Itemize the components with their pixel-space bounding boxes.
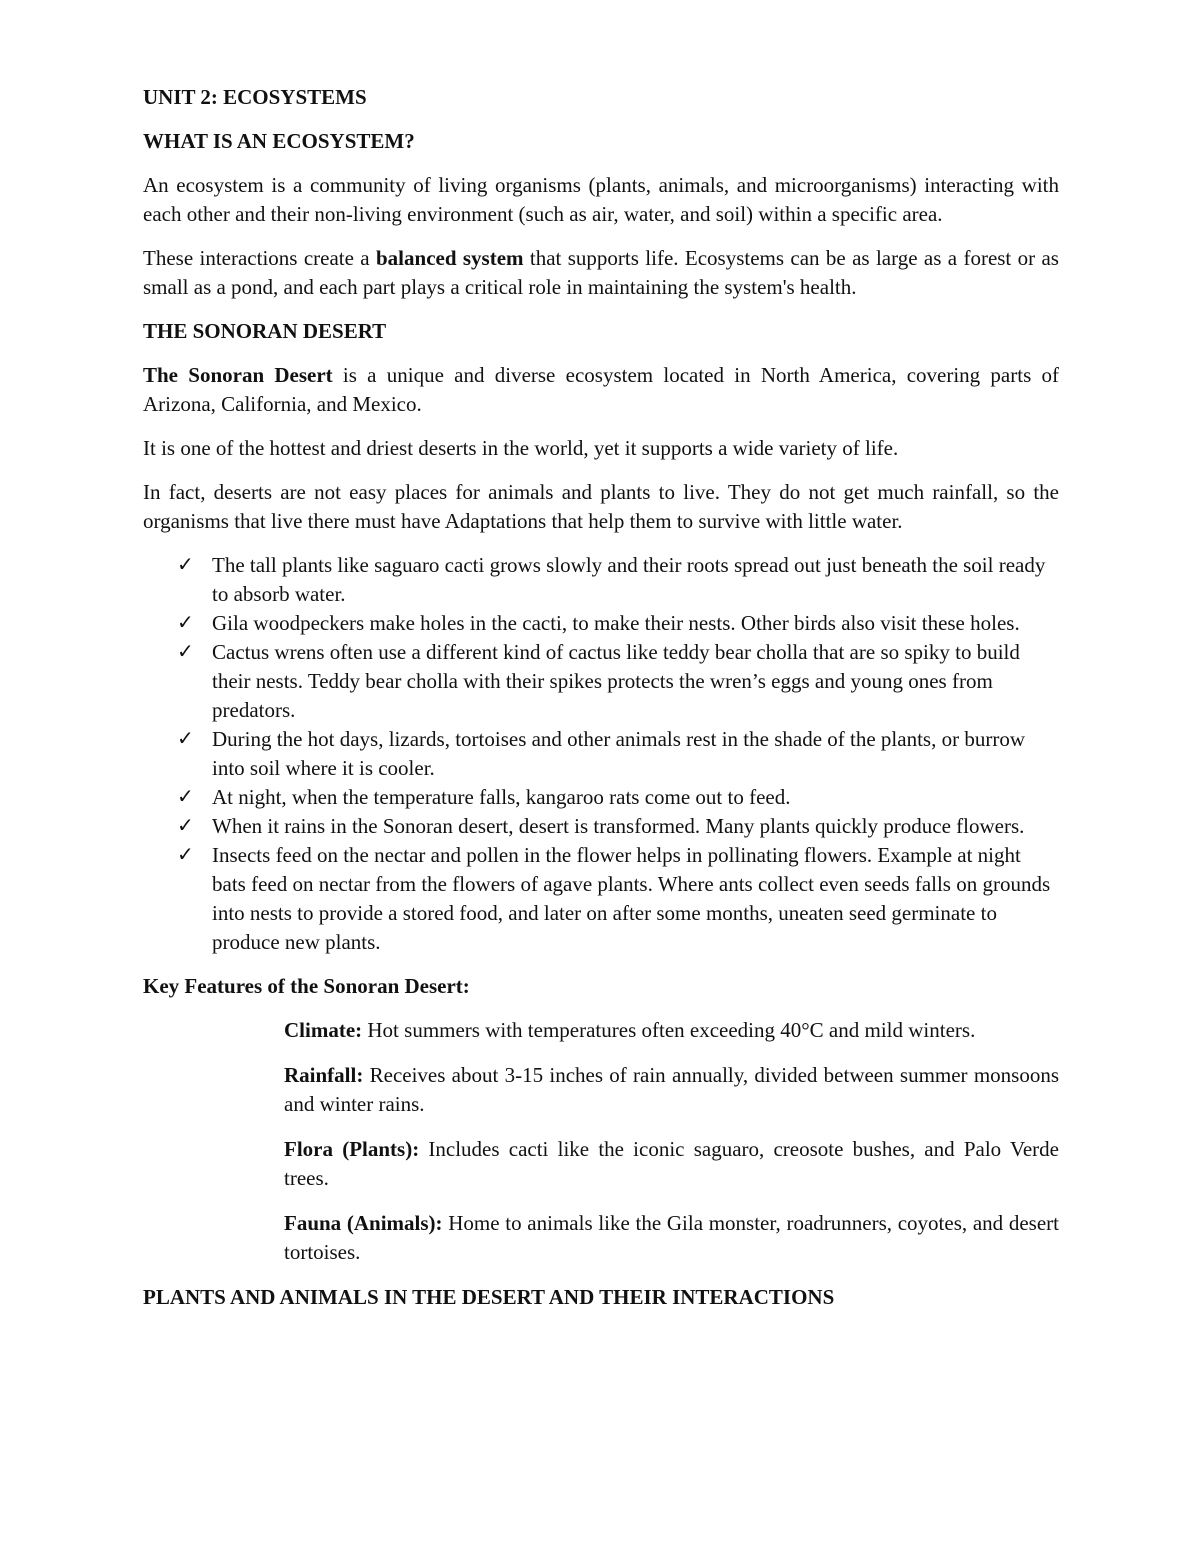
checkmark-icon: ✓ (177, 844, 194, 866)
balanced-system-paragraph (143, 244, 1059, 302)
section-heading-plants-animals: PLANTS AND ANIMALS IN THE DESERT AND THEIR INTERACTIONS (143, 1285, 835, 1309)
feature-text: Hot summers with temperatures often exceeding 40°C and mild winters. (362, 1018, 976, 1042)
hottest-driest-paragraph: It is one of the hottest and driest deserts in the world, yet it supports a wide variety of life. (143, 436, 899, 460)
text-segment: is a unique and diverse ecosystem located in North America, covering parts of Arizona, California, and Mexico. (143, 363, 1059, 416)
sonoran-intro-paragraph (143, 361, 1059, 419)
feature-flora (284, 1135, 1059, 1193)
feature-text: Includes cacti like the iconic saguaro, creosote bushes, and Palo Verde trees. (284, 1137, 1059, 1190)
list-item (143, 725, 1059, 783)
adaptations-paragraph: In fact, deserts are not easy places for animals and plants to live. They do not get much rainfall, so the organisms that live there must have Adaptations that help them to survive with little water. (143, 480, 1059, 533)
checkmark-icon: ✓ (177, 815, 194, 837)
section-heading-sonoran-desert: THE SONORAN DESERT (143, 319, 387, 343)
bold-term-sonoran-desert: The Sonoran Desert (143, 363, 333, 387)
list-item (143, 841, 1059, 957)
section-heading-ecosystem: WHAT IS AN ECOSYSTEM? (143, 129, 415, 153)
feature-label: Fauna (Animals): (284, 1211, 443, 1235)
ecosystem-definition-paragraph: An ecosystem is a community of living organisms (plants, animals, and microorganisms) interacting with each other and their non-living environment (such as air, water, and soil) within a specific area. (143, 173, 1059, 226)
checkmark-icon: ✓ (177, 641, 194, 663)
list-item (143, 609, 1059, 638)
list-item-text: At night, when the temperature falls, kangaroo rats come out to feed. (212, 785, 791, 809)
feature-label: Rainfall: (284, 1063, 364, 1087)
adaptations-checklist (143, 551, 1059, 957)
unit-title: UNIT 2: ECOSYSTEMS (143, 85, 367, 109)
list-item-text: Gila woodpeckers make holes in the cacti, to make their nests. Other birds also visit these holes. (212, 611, 1020, 635)
list-item-text: When it rains in the Sonoran desert, desert is transformed. Many plants quickly produce flowers. (212, 814, 1025, 838)
feature-climate (284, 1016, 1059, 1045)
feature-rainfall (284, 1061, 1059, 1119)
bold-term-balanced-system: balanced system (376, 246, 524, 270)
list-item (143, 551, 1059, 609)
feature-label: Climate: (284, 1018, 363, 1042)
list-item (143, 638, 1059, 725)
key-features-heading: Key Features of the Sonoran Desert: (143, 974, 470, 998)
list-item-text: The tall plants like saguaro cacti grows slowly and their roots spread out just beneath the soil ready to absorb water. (212, 553, 1046, 606)
checkmark-icon: ✓ (177, 786, 194, 808)
text-segment: that supports life. Ecosystems can be as large as a forest or as small as a pond, and each part plays a critical role in maintaining the system's health. (143, 246, 1059, 299)
feature-fauna (284, 1209, 1059, 1267)
text-segment: These interactions create a (143, 246, 376, 270)
checkmark-icon: ✓ (177, 554, 194, 576)
list-item-text: Insects feed on the nectar and pollen in the flower helps in pollinating flowers. Example at night bats feed on nectar from the flowers of agave plants. Where ants collect even seeds falls on grounds into nests to provide a stored food, and later on after some months, uneaten seed germinate to produce new plants. (212, 843, 1051, 954)
checkmark-icon: ✓ (177, 612, 194, 634)
checkmark-icon: ✓ (177, 728, 194, 750)
feature-text: Receives about 3-15 inches of rain annually, divided between summer monsoons and winter rains. (284, 1063, 1059, 1116)
feature-label: Flora (Plants): (284, 1137, 420, 1161)
document-page (143, 83, 1059, 1327)
key-features-list (284, 1016, 1059, 1267)
feature-text: Home to animals like the Gila monster, roadrunners, coyotes, and desert tortoises. (284, 1211, 1059, 1264)
list-item-text: During the hot days, lizards, tortoises and other animals rest in the shade of the plants, or burrow into soil where it is cooler. (212, 727, 1025, 780)
list-item-text: Cactus wrens often use a different kind of cactus like teddy bear cholla that are so spiky to build their nests. Teddy bear cholla with their spikes protects the wren’s eggs and young ones from predators. (212, 640, 1020, 722)
list-item (143, 812, 1059, 841)
list-item (143, 783, 1059, 812)
